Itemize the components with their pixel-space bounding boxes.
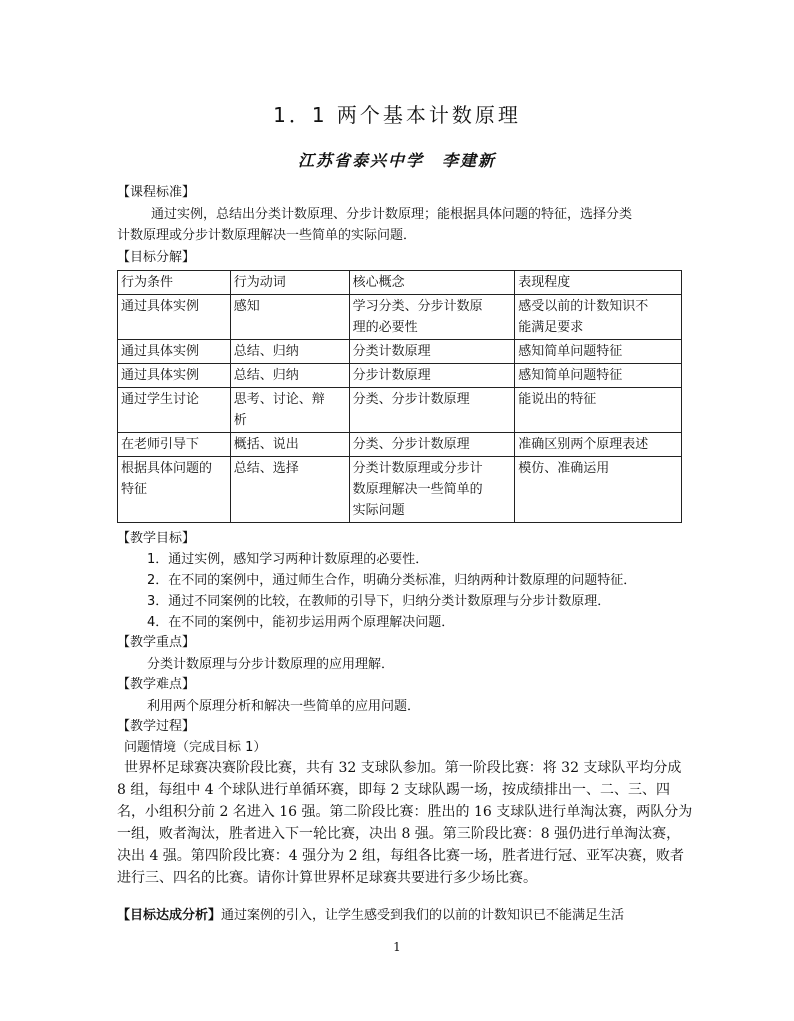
table-cell-line: 在老师引导下: [121, 437, 200, 452]
table-cell: [515, 433, 682, 457]
table-cell: [515, 388, 682, 433]
table-cell-line: 通过学生讨论: [121, 392, 200, 407]
table-cell-line: 析: [233, 413, 247, 428]
table-cell: [515, 364, 682, 388]
table-row: [118, 388, 682, 433]
page-title: 1．1 两个基本计数原理: [273, 103, 521, 127]
table-cell-line: 数原理解决一些简单的: [352, 482, 483, 497]
table-cell: [230, 457, 349, 523]
difficulties-text: 利用两个原理分析和解决一些简单的应用问题．: [147, 699, 421, 714]
table-cell-line: 分类、分步计数原理: [352, 437, 470, 452]
table-cell-line: 分类计数原理或分步计: [352, 461, 483, 476]
table-cell-line: 能说出的特征: [518, 392, 597, 407]
table-cell-line: 概括、说出: [233, 437, 299, 452]
scenario-paragraph-line: 一组，败者淘汰，胜者进入下一轮比赛，决出 8 强。第三阶段比赛：8 强仍进行单淘汰赛，: [117, 826, 681, 842]
process-heading: 【教学过程】: [117, 719, 196, 734]
table-cell: [349, 388, 515, 433]
table-header-cell: 核心概念: [349, 271, 515, 295]
table-cell-line: 能满足要求: [518, 320, 584, 335]
table-cell-line: 理的必要性: [352, 320, 418, 335]
table-cell: [118, 433, 231, 457]
table-cell: [230, 340, 349, 364]
table-cell: [118, 364, 231, 388]
table-cell: [515, 457, 682, 523]
table-row: [118, 295, 682, 340]
table-cell: [230, 388, 349, 433]
table-cell: [230, 295, 349, 340]
table-row: [118, 340, 682, 364]
analysis-label: 【目标达成分析】: [117, 908, 222, 923]
table-cell-line: 实际问题: [352, 503, 405, 518]
table-header-cell: 表现程度: [515, 271, 682, 295]
table-cell-line: 感受以前的计数知识不: [518, 299, 649, 314]
table-cell-line: 学习分类、分步计数原: [352, 299, 483, 314]
table-cell: [515, 340, 682, 364]
table-cell-line: 总结、归纳: [233, 368, 299, 383]
scenario-title: 问题情境（完成目标 1）: [124, 740, 267, 755]
table-cell: [230, 364, 349, 388]
teaching-goals-heading: 【教学目标】: [117, 531, 196, 546]
course-standard-heading: 【课程标准】: [117, 185, 196, 200]
scenario-paragraph-line: 决出 4 强。第四阶段比赛：4 强分为 2 组，每组各比赛一场，胜者进行冠、亚军决赛，败者: [117, 848, 684, 864]
table-cell: [515, 295, 682, 340]
table-cell: [349, 295, 515, 340]
scenario-paragraph-line: 名，小组积分前 2 名进入 16 强。第二阶段比赛：胜出的 16 支球队进行单淘汰赛，两队分为: [117, 804, 693, 820]
table-cell-line: 准确区别两个原理表述: [518, 437, 649, 452]
table-cell: [349, 340, 515, 364]
teaching-goal-item: 3．通过不同案例的比较，在教师的引导下，归纳分类计数原理与分步计数原理．: [147, 594, 611, 609]
table-row: [118, 457, 682, 523]
table-cell: [349, 433, 515, 457]
teaching-goal-item: 4．在不同的案例中，能初步运用两个原理解决问题．: [147, 615, 455, 630]
table-cell-line: 分类计数原理: [352, 344, 431, 359]
table-cell: [118, 295, 231, 340]
scenario-paragraph-line: 8 组，每组中 4 个球队进行单循环赛，即每 2 支球队踢一场，按成绩排出一、二、三、四: [117, 782, 670, 798]
table-cell: [118, 457, 231, 523]
analysis-text: 通过案例的引入，让学生感受到我们的以前的计数知识已不能满足生活: [221, 908, 625, 923]
table-header-row: [118, 271, 682, 295]
table-cell-line: 分类、分步计数原理: [352, 392, 470, 407]
page-number: 1: [393, 940, 401, 954]
table-cell-line: 根据具体问题的: [121, 461, 213, 476]
table-header-cell: 行为动词: [230, 271, 349, 295]
table-cell-line: 通过具体实例: [121, 368, 200, 383]
table-header-cell: 行为条件: [118, 271, 231, 295]
goal-breakdown-heading: 【目标分解】: [117, 250, 196, 265]
table-cell: [118, 388, 231, 433]
table-cell-line: 感知简单问题特征: [518, 344, 623, 359]
author-line: 江苏省泰兴中学 李建新: [297, 151, 496, 170]
table-row: [118, 364, 682, 388]
scenario-paragraph-line: 世界杯足球赛决赛阶段比赛，共有 32 支球队参加。第一阶段比赛：将 32 支球队平均分成: [124, 760, 682, 776]
goal-breakdown-table: [117, 270, 682, 523]
table-cell-line: 分步计数原理: [352, 368, 431, 383]
table-cell-line: 总结、选择: [233, 461, 299, 476]
table-cell-line: 总结、归纳: [233, 344, 299, 359]
analysis-line: [117, 904, 624, 923]
teaching-goal-item: 1．通过实例，感知学习两种计数原理的必要性．: [147, 552, 429, 567]
table-cell: [349, 364, 515, 388]
table-cell-line: 特征: [121, 482, 148, 497]
table-cell-line: 思考、讨论、辩: [233, 392, 325, 407]
table-cell: [230, 433, 349, 457]
course-standard-line: 计数原理或分步计数原理解决一些简单的实际问题．: [117, 228, 417, 243]
table-cell-line: 感知: [233, 299, 260, 314]
course-standard-line: 通过实例，总结出分类计数原理、分步计数原理；能根据具体问题的特征，选择分类: [151, 207, 633, 222]
table-cell-line: 通过具体实例: [121, 344, 200, 359]
key-points-text: 分类计数原理与分步计数原理的应用理解．: [147, 657, 395, 672]
table-cell-line: 模仿、准确运用: [518, 461, 610, 476]
table-cell: [118, 340, 231, 364]
difficulties-heading: 【教学难点】: [117, 677, 196, 692]
table-cell-line: 感知简单问题特征: [518, 368, 623, 383]
table-row: [118, 433, 682, 457]
teaching-goal-item: 2．在不同的案例中，通过师生合作，明确分类标准，归纳两种计数原理的问题特征．: [147, 573, 637, 588]
scenario-paragraph-line: 进行三、四名的比赛。请你计算世界杯足球赛共要进行多少场比赛。: [117, 870, 537, 886]
table-cell: [349, 457, 515, 523]
table-cell-line: 通过具体实例: [121, 299, 200, 314]
key-points-heading: 【教学重点】: [117, 635, 196, 650]
